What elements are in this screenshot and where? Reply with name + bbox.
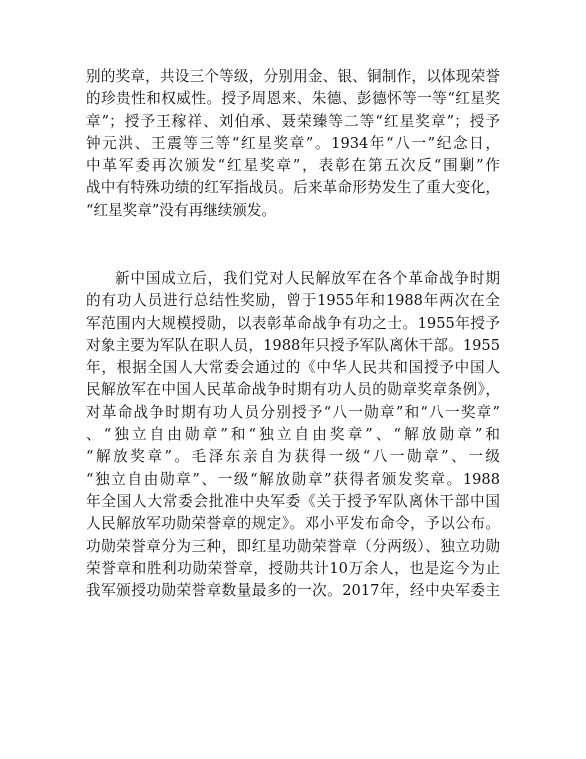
text-line: 荣誉章和胜利功勋荣誉章，授勋共计10万余人，也是迄今为止 xyxy=(86,559,500,577)
text-line: 战中有特殊功绩的红军指战员。后来革命形势发生了重大变化， xyxy=(86,179,500,197)
text-line: 我军颁授功勋荣誉章数量最多的一次。2017年，经中央军委主 xyxy=(86,582,500,600)
text-line: 军范围内大规模授勋，以表彰革命战争有功之士。1955年授予 xyxy=(86,314,500,332)
text-line: 民解放军在中国人民革命战争时期有功人员的勋章奖章条例》， xyxy=(86,381,500,399)
text-line: 新中国成立后，我们党对人民解放军在各个革命战争时期 xyxy=(115,270,500,287)
text-line: 对革命战争时期有功人员分别授予“八一勋章”和“八一奖章” xyxy=(86,403,500,421)
text-line: 对象主要为军队在职人员，1988年只授予军队离休干部。1955 xyxy=(86,336,500,354)
text-line: 人民解放军功勋荣誉章的规定》。邓小平发布命令，予以公布。 xyxy=(86,515,500,533)
text-line: “解放奖章”。毛泽东亲自为获得一级“八一勋章”、一级 xyxy=(86,448,500,466)
paragraph-new-china-medals xyxy=(86,268,500,602)
text-line: 别的奖章，共设三个等级，分别用金、银、铜制作，以体现荣誉 xyxy=(86,68,500,85)
text-line: 年全国人大常委会批准中央军委《关于授予军队离休干部中国 xyxy=(86,492,500,510)
text-line: “红星奖章”没有再继续颁发。 xyxy=(86,201,277,219)
text-line: 的有功人员进行总结性奖励，曾于1955年和1988年两次在全 xyxy=(86,292,500,310)
text-line: 年，根据全国人大常委会通过的《中华人民共和国授予中国人 xyxy=(86,359,500,377)
text-line: 钟元洪、王震等三等“红星奖章”。1934年“八一”纪念日， xyxy=(86,134,500,152)
text-line: 功勋荣誉章分为三种，即红星功勋荣誉章（分两级）、独立功勋 xyxy=(86,537,500,555)
text-line: “独立自由勋章”、一级“解放勋章”获得者颁发奖章。1988 xyxy=(86,470,500,488)
text-line: 章”；授予王稼祥、刘伯承、聂荣臻等二等“红星奖章”；授予 xyxy=(86,112,500,130)
paragraph-red-star-medal xyxy=(86,66,500,222)
text-line: 的珍贵性和权威性。授予周恩来、朱德、彭德怀等一等“红星奖 xyxy=(86,90,500,108)
text-line: 、“独立自由勋章”和“独立自由奖章”、“解放勋章”和 xyxy=(86,426,500,444)
text-line: 中革军委再次颁发“红星奖章”，表彰在第五次反“围剿”作 xyxy=(86,157,500,175)
